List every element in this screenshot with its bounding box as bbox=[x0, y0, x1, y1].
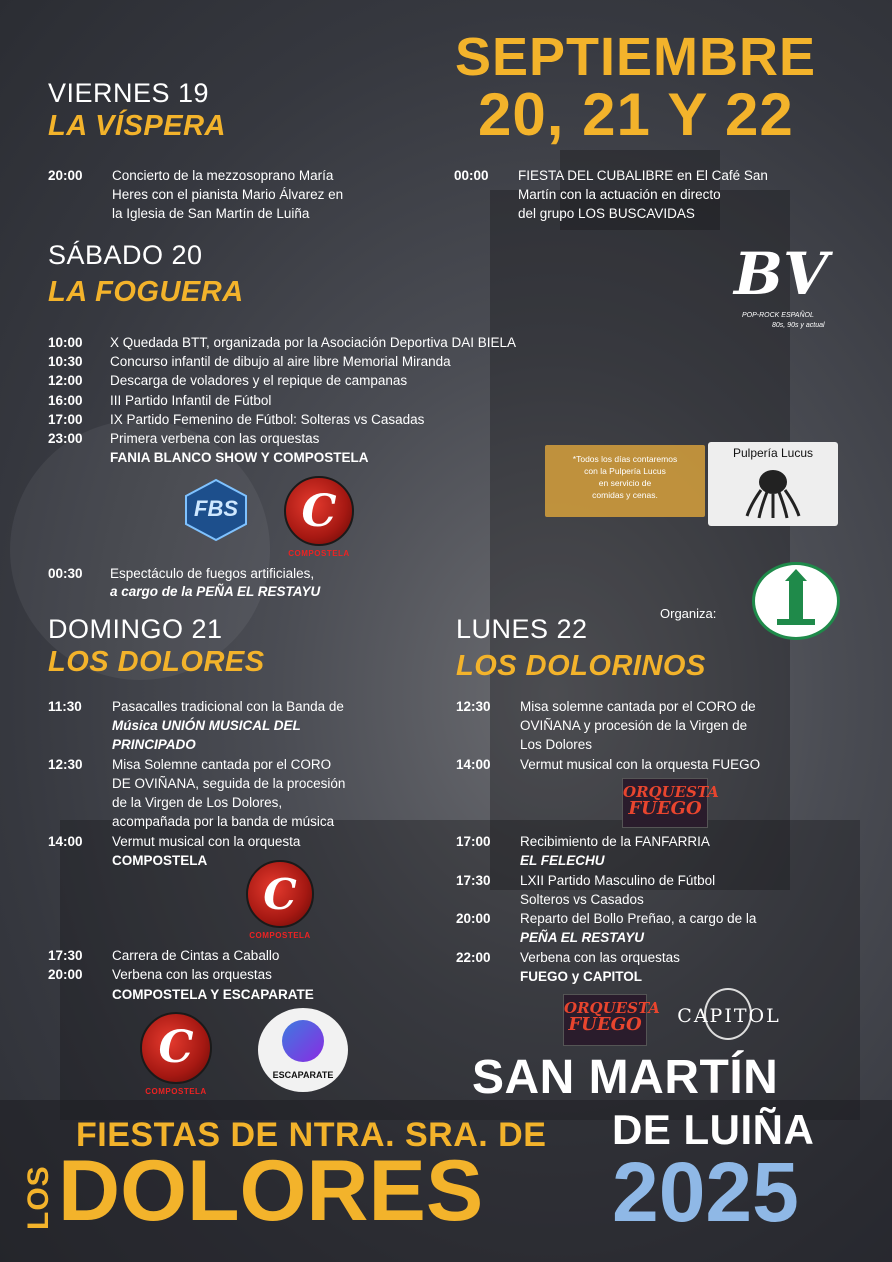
compostela-logo-letter: C bbox=[158, 1022, 194, 1074]
sabado-event-text: Descarga de voladores y el repique de campanas bbox=[110, 373, 408, 389]
compostela-logo-label: COMPOSTELA bbox=[288, 549, 350, 558]
sabado-event-text: Concurso infantil de dibujo al aire libre Memorial Miranda bbox=[110, 354, 451, 370]
domingo-e1-time: 11:30 bbox=[48, 699, 82, 714]
bv-logo bbox=[718, 228, 848, 338]
footer-dolores: DOLORES bbox=[58, 1143, 484, 1239]
compostela-logo-letter: C bbox=[263, 869, 297, 919]
compostela-logo-label: COMPOSTELA bbox=[145, 1087, 207, 1096]
lunes-e2-time: 14:00 bbox=[456, 757, 491, 772]
sabado-late-line1: Espectáculo de fuegos artificiales, bbox=[110, 566, 315, 581]
viernes-ev2-time: 00:00 bbox=[454, 168, 489, 183]
domingo-day: DOMINGO 21 bbox=[48, 614, 223, 644]
compostela-logo-domingo bbox=[246, 860, 314, 940]
footer-fiestas: FIESTAS DE NTRA. SRA. DE bbox=[76, 1116, 547, 1154]
organizer-seal bbox=[752, 562, 840, 640]
bv-logo-sub1: POP-ROCK ESPAÑOL bbox=[742, 312, 814, 319]
lunes-e6-line2: FUEGO y CAPITOL bbox=[520, 969, 643, 984]
lunes-e3-time: 17:00 bbox=[456, 834, 491, 849]
header-month: SEPTIEMBRE bbox=[455, 27, 817, 87]
pulperia-note-line3: en servicio de bbox=[598, 478, 652, 488]
sabado-event-text: Primera verbena con las orquestas bbox=[110, 431, 320, 446]
header-dates: 20, 21 Y 22 bbox=[478, 81, 794, 148]
pulperia-logo-title: Pulpería Lucus bbox=[732, 446, 814, 460]
capitol-logo bbox=[664, 988, 794, 1044]
compostela-logo-letter: C bbox=[301, 485, 337, 537]
escaparate-logo bbox=[258, 1008, 348, 1092]
lunes-e3-line2: EL FELECHU bbox=[520, 853, 605, 868]
compostela-logo-verbena bbox=[140, 1012, 212, 1096]
sabado-name: LA FOGUERA bbox=[48, 276, 244, 308]
fbs-logo-text: FBS bbox=[194, 496, 238, 521]
lunes-e2-line1: Vermut musical con la orquesta FUEGO bbox=[520, 757, 761, 772]
pulperia-note-line4: comidas y cenas. bbox=[592, 490, 658, 500]
lunes-e5-time: 20:00 bbox=[456, 911, 491, 926]
sabado-late-time: 00:30 bbox=[48, 566, 83, 581]
sabado-event-text: X Quedada BTT, organizada por la Asociación Deportiva DAI BIELA bbox=[110, 335, 516, 350]
lunes-e5-line2: PEÑA EL RESTAYU bbox=[520, 930, 645, 945]
viernes-ev2-line2: Martín con la actuación en directo bbox=[518, 187, 721, 202]
viernes-day: VIERNES 19 bbox=[48, 78, 210, 108]
orquesta-logo-line2: FUEGO bbox=[628, 798, 702, 819]
lunes-e4-time: 17:30 bbox=[456, 873, 491, 888]
pulperia-note bbox=[545, 445, 705, 517]
domingo-e5-time: 20:00 bbox=[48, 967, 83, 982]
domingo-e3-line2: COMPOSTELA bbox=[112, 853, 208, 868]
domingo-e2-line4: acompañada por la banda de música bbox=[112, 814, 335, 829]
domingo-e2-line1: Misa Solemne cantada por el CORO bbox=[112, 757, 332, 772]
viernes-ev1-line2: Heres con el pianista Mario Álvarez en bbox=[112, 187, 344, 202]
viernes-ev1-time: 20:00 bbox=[48, 168, 83, 183]
lunes-name: LOS DOLORINOS bbox=[456, 650, 706, 682]
organiza-label: Organiza: bbox=[660, 606, 717, 621]
sabado-event-time: 10:00 bbox=[48, 335, 83, 350]
sabado-orquestas: FANIA BLANCO SHOW Y COMPOSTELA bbox=[110, 450, 369, 465]
lunes-e5-line1: Reparto del Bollo Preñao, a cargo de la bbox=[520, 911, 757, 926]
sabado-event-time: 10:30 bbox=[48, 354, 83, 370]
lunes-e4-line1: LXII Partido Masculino de Fútbol bbox=[520, 873, 716, 888]
escaparate-logo-mark bbox=[282, 1020, 324, 1062]
compostela-logo-sabado bbox=[284, 476, 354, 558]
domingo-e4-time: 17:30 bbox=[48, 948, 83, 963]
viernes-ev2-line1: FIESTA DEL CUBALIBRE en El Café San bbox=[518, 168, 768, 183]
lunes-e3-line1: Recibimiento de la FANFARRIA bbox=[520, 834, 710, 849]
domingo-e1-line2: Música UNIÓN MUSICAL DEL bbox=[112, 718, 301, 733]
pulperia-note-line2: con la Pulpería Lucus bbox=[584, 466, 666, 476]
viernes-ev1-line1: Concierto de la mezzosoprano María bbox=[112, 168, 334, 183]
lunes-e1-line3: Los Dolores bbox=[520, 737, 593, 752]
pulperia-note-line1: *Todos los días contaremos bbox=[572, 454, 678, 464]
bv-logo-sub2: 80s, 90s y actual bbox=[772, 322, 825, 329]
sabado-event-time: 23:00 bbox=[48, 431, 83, 446]
footer-year: 2025 bbox=[612, 1145, 799, 1239]
escaparate-logo-text: ESCAPARATE bbox=[272, 1070, 334, 1080]
octopus-icon bbox=[743, 464, 803, 520]
domingo-e5-line1: Verbena con las orquestas bbox=[112, 967, 272, 982]
viernes-ev1-line3: la Iglesia de San Martín de Luiña bbox=[112, 206, 310, 221]
lunes-e4-line2: Solteros vs Casados bbox=[520, 892, 644, 907]
viernes-ev2-line3: del grupo LOS BUSCAVIDAS bbox=[518, 206, 695, 221]
sabado-day: SÁBADO 20 bbox=[48, 240, 203, 270]
orquesta-fuego-logo-verbena bbox=[563, 994, 660, 1046]
domingo-name: LOS DOLORES bbox=[48, 646, 265, 678]
sabado-event-time: 12:00 bbox=[48, 373, 83, 389]
tower-icon bbox=[755, 565, 837, 637]
sabado-event-time: 16:00 bbox=[48, 392, 83, 408]
lunes-e6-line1: Verbena con las orquestas bbox=[520, 950, 680, 965]
sabado-late-line2: a cargo de la PEÑA EL RESTAYU bbox=[110, 584, 321, 599]
domingo-e4-line1: Carrera de Cintas a Caballo bbox=[112, 948, 280, 963]
orquesta-logo-line2: FUEGO bbox=[568, 1014, 642, 1035]
sabado-event-time: 17:00 bbox=[48, 411, 83, 427]
lunes-day: LUNES 22 bbox=[456, 614, 588, 644]
domingo-e2-line2: DE OVIÑANA, seguida de la procesión bbox=[112, 776, 346, 791]
footer-los-vertical: LOS bbox=[22, 1165, 55, 1230]
domingo-e3-time: 14:00 bbox=[48, 834, 83, 849]
sabado-event-text: III Partido Infantil de Fútbol bbox=[110, 392, 272, 408]
lunes-e1-line2: OVIÑANA y procesión de la Virgen de bbox=[520, 718, 748, 733]
compostela-logo-label: COMPOSTELA bbox=[249, 931, 311, 940]
sabado-event-text: IX Partido Femenino de Fútbol: Solteras vs Casadas bbox=[110, 411, 425, 427]
lunes-e6-time: 22:00 bbox=[456, 950, 491, 965]
lunes-e1-time: 12:30 bbox=[456, 699, 491, 714]
orquesta-logo-line1: ORQUESTA bbox=[564, 999, 660, 1017]
footer-place-line2: DE LUIÑA bbox=[612, 1106, 815, 1153]
domingo-e2-time: 12:30 bbox=[48, 757, 83, 772]
domingo-e2-line3: de la Virgen de Los Dolores, bbox=[112, 795, 283, 810]
orquesta-logo-line1: ORQUESTA bbox=[623, 783, 719, 801]
domingo-e5-line2: COMPOSTELA Y ESCAPARATE bbox=[112, 987, 314, 1002]
domingo-e1-line3: PRINCIPADO bbox=[112, 737, 196, 752]
capitol-logo-text: CAPITOL bbox=[677, 1005, 781, 1027]
domingo-e3-line1: Vermut musical con la orquesta bbox=[112, 834, 301, 849]
bv-logo-text: BV bbox=[734, 240, 829, 308]
fbs-logo bbox=[182, 478, 250, 542]
pulperia-logo bbox=[708, 442, 838, 526]
lunes-e1-line1: Misa solemne cantada por el CORO de bbox=[520, 699, 756, 714]
viernes-name: LA VÍSPERA bbox=[48, 110, 226, 142]
footer-place-line1: SAN MARTÍN bbox=[472, 1051, 779, 1104]
orquesta-fuego-logo-lunes bbox=[622, 778, 719, 828]
domingo-e1-line1: Pasacalles tradicional con la Banda de bbox=[112, 699, 344, 714]
